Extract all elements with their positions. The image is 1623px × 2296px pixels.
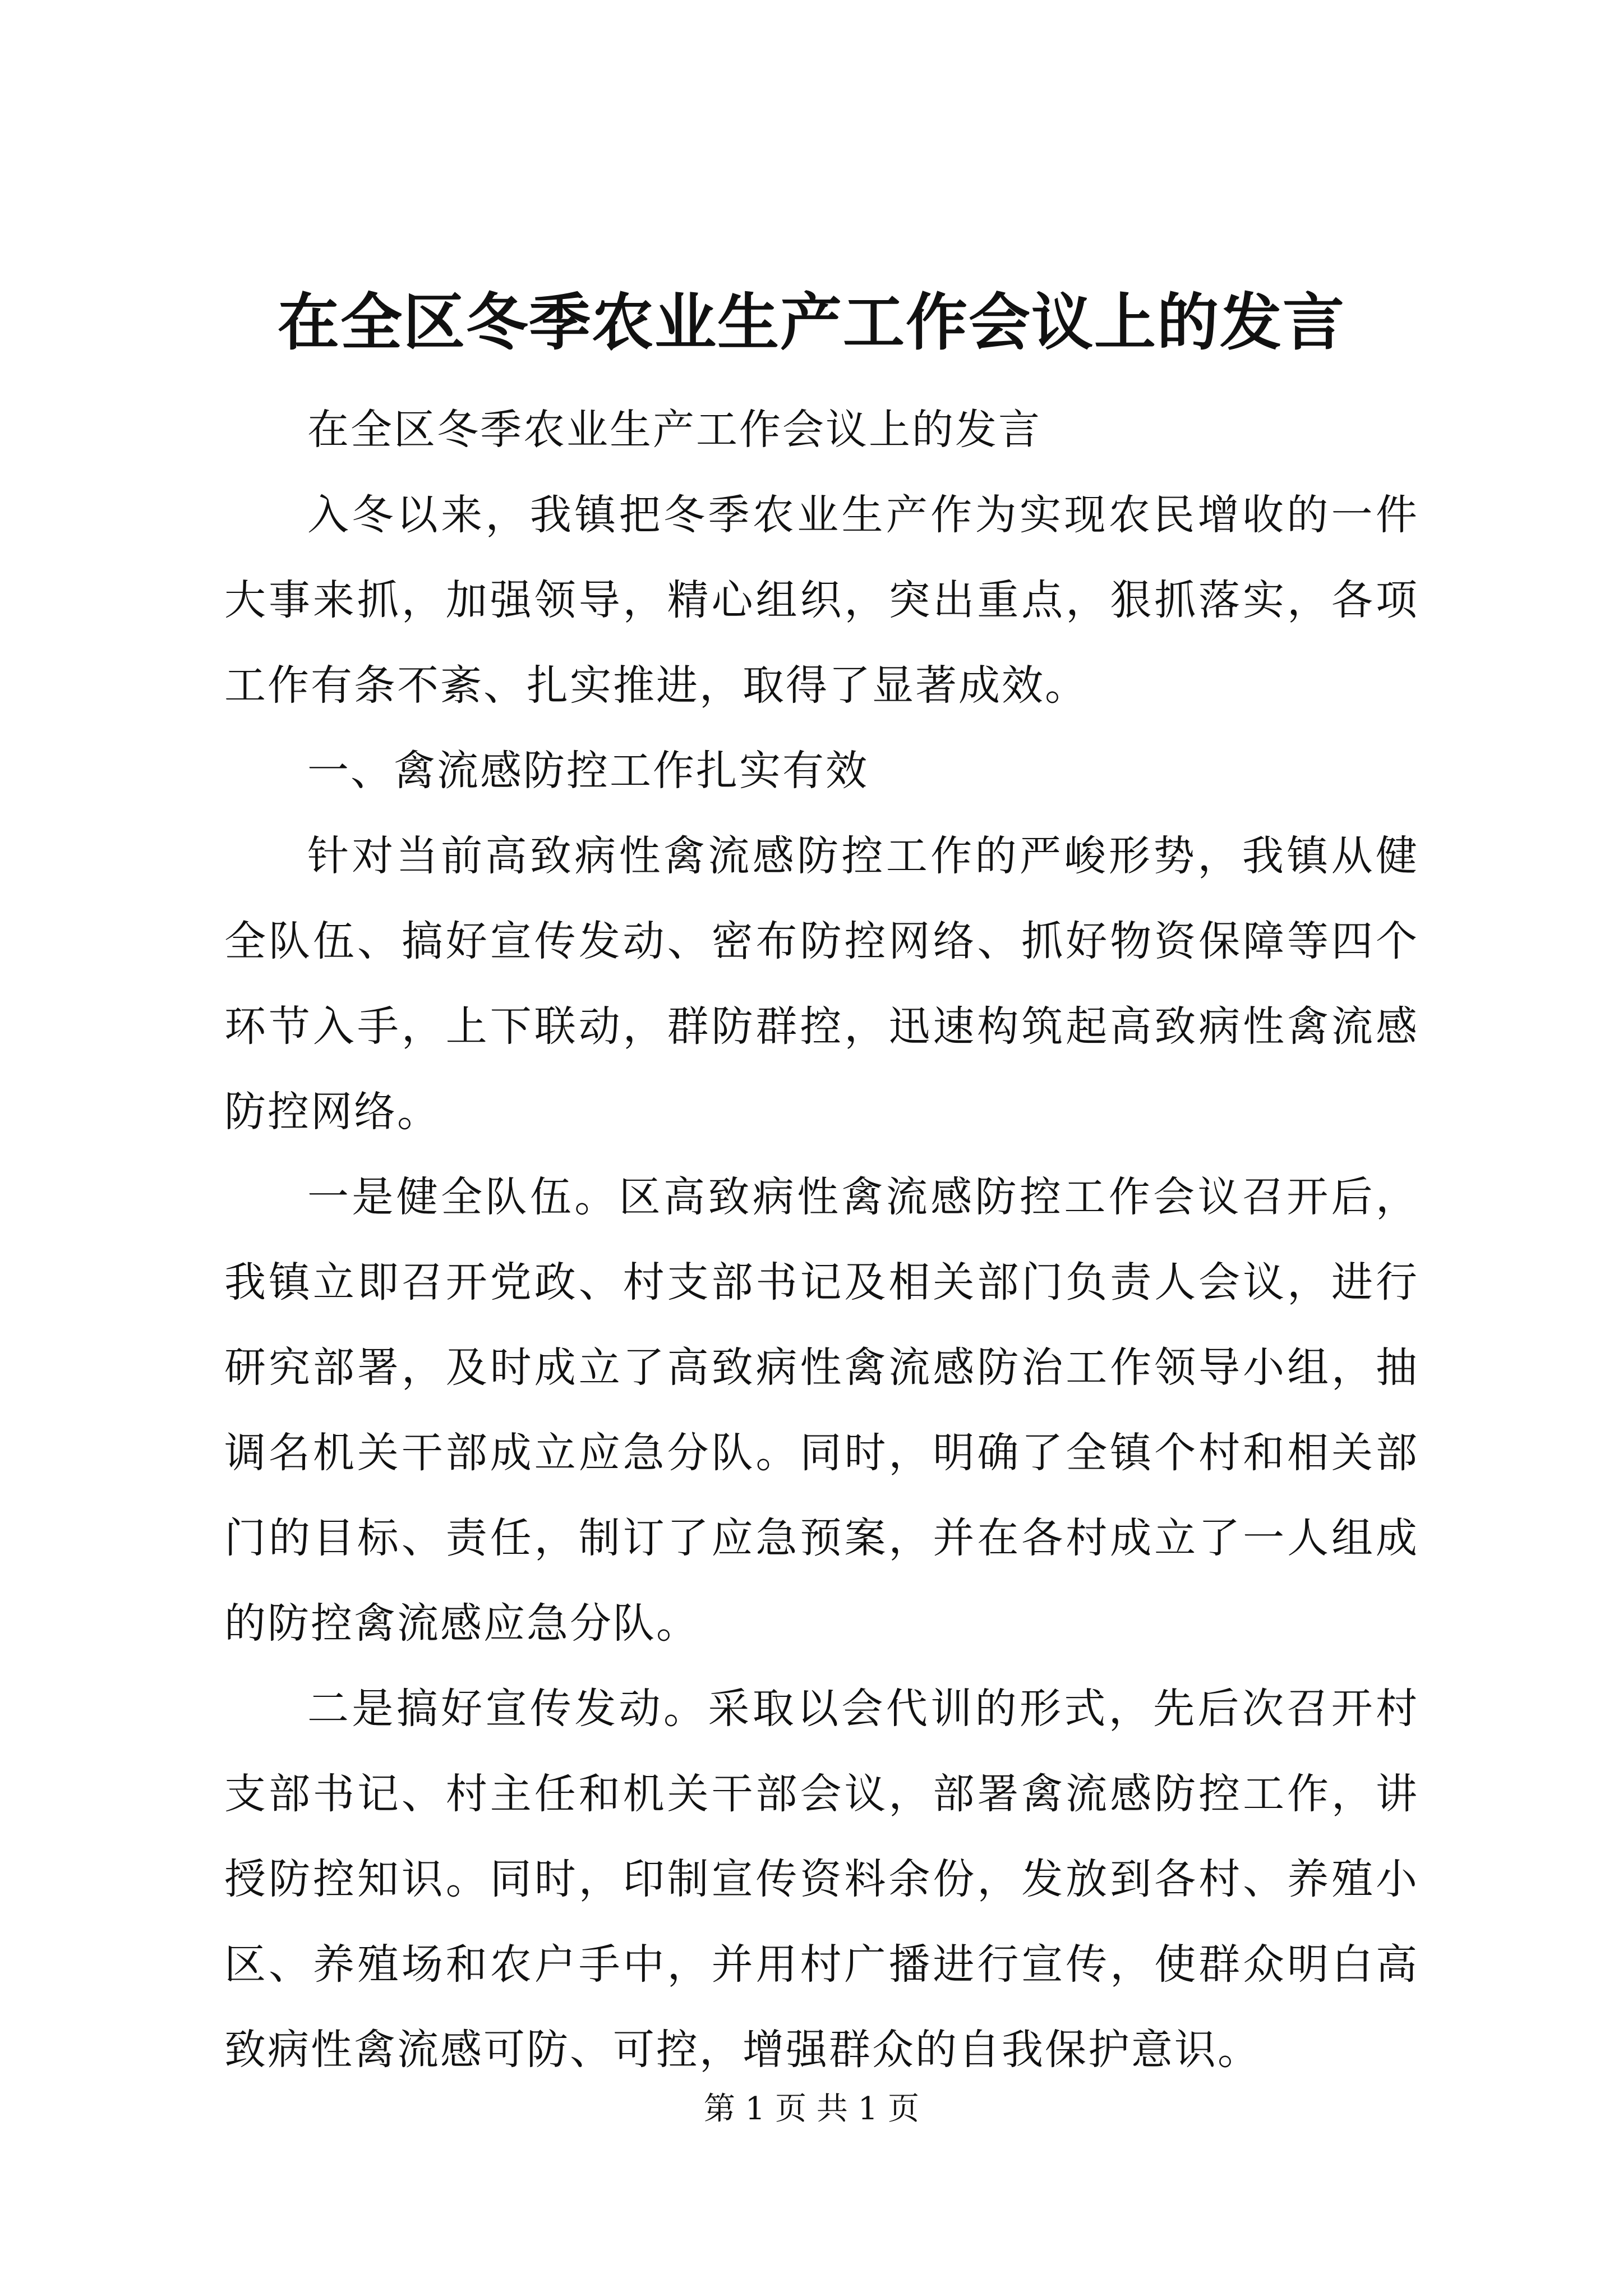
page-footer: 第 1 页 共 1 页 [703, 2091, 920, 2127]
intro-paragraph: 入冬以来，我镇把冬季农业生产作为实现农民增收的一件大事来抓，加强领导，精心组织，突出重点，狠抓落实，各项工作有条不紊、扎实推进，取得了显著成效。 [224, 491, 1419, 710]
section-paragraph: 针对当前高致病性禽流感防控工作的严峻形势，我镇从健全队伍、搞好宣传发动、密布防控网络、抓好物资保障等四个环节入手，上下联动，群防群控，迅速构筑起高致病性禽流感防控网络。 [224, 832, 1419, 1136]
document-body [224, 387, 1419, 2092]
section-heading: 一、禽流感防控工作扎实有效 [307, 747, 869, 795]
point-two-paragraph: 二是搞好宣传发动。采取以会代训的形式，先后次召开村支部书记、村主任和机关干部会议，部署禽流感防控工作，讲授防控知识。同时，印制宣传资料余份，发放到各村、养殖小区、养殖场和农户手中，并用村广播进行宣传，使群众明白高致病性禽流感可防、可控，增强群众的自我保护意识。 [224, 1685, 1419, 2074]
document-title: 在全区冬季农业生产工作会议上的发言 [278, 286, 1345, 358]
point-one-paragraph: 一是健全队伍。区高致病性禽流感防控工作会议召开后，我镇立即召开党政、村支部书记及相关部门负责人会议，进行研究部署，及时成立了高致病性禽流感防治工作领导小组，抽调名机关干部成立应急分队。同时，明确了全镇个村和相关部门的目标、责任，制订了应急预案，并在各村成立了一人组成的防控禽流感应急分队。 [224, 1173, 1419, 1648]
subtitle-paragraph: 在全区冬季农业生产工作会议上的发言 [307, 406, 1041, 454]
